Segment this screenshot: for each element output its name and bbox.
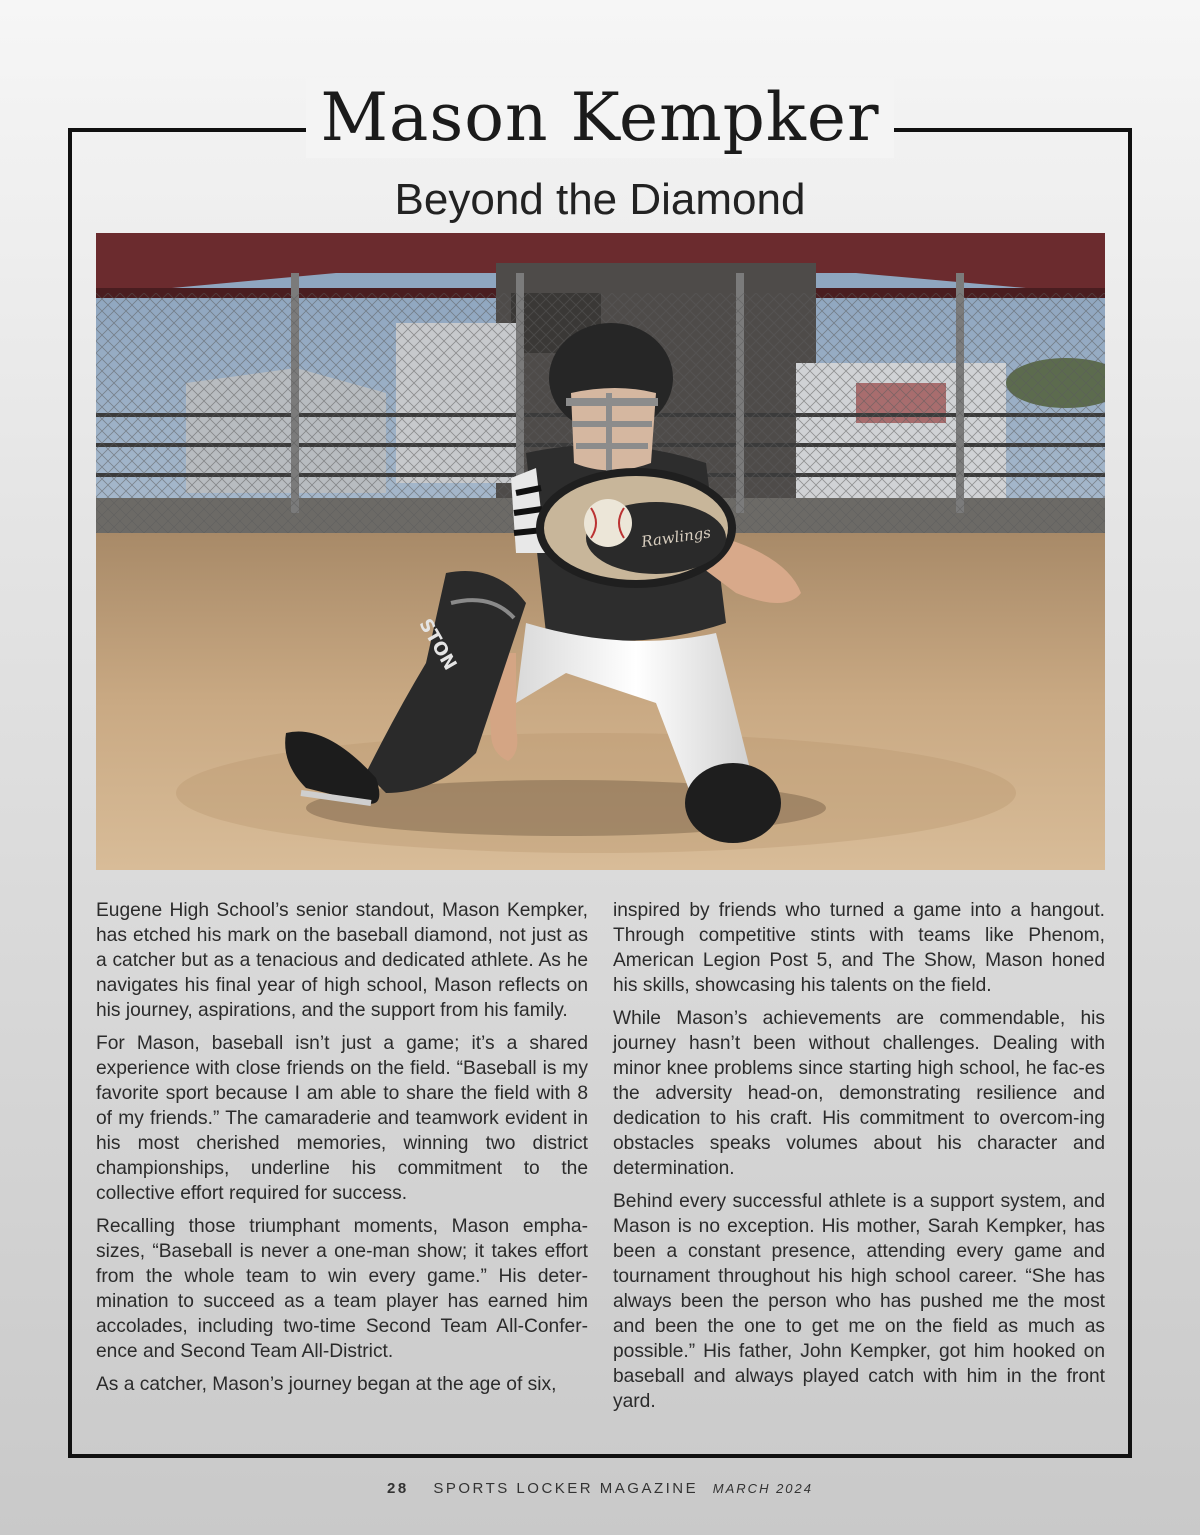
issue-date: MARCH 2024 [712,1481,813,1496]
article-paragraph: Recalling those triumphant moments, Mason empha-sizes, “Baseball is never a one-man show; it takes effort from the whole team to win every game.” His deter-mination to succeed as a team player has earned him accolades, including two-time Second Team All-Confer-ence and Second Team All-District. [96,1216,588,1362]
title-wrapper [0,78,1200,158]
page-footer [0,1480,1200,1497]
page-number: 28 [387,1480,409,1497]
page-subtitle: Beyond the Diamond [394,175,806,224]
leg-guard-text: STON [414,615,461,674]
article-paragraph: Behind every successful athlete is a support system, and Mason is no exception. His mother, Sarah Kempker, has been a constant presence, attending every game and tournament throughout his high school career. “She has always been the person who has pushed me the most and been the one to get me on the field as much as possible.” His father, John Kempker, got him hooked on baseball and always played catch with him in the front yard. [613,1191,1105,1412]
article-paragraph: For Mason, baseball isn’t just a game; it’s a shared experience with close friends on the field. “Baseball is my favorite sport because I am able to share the field with 8 of my friends.” The camaraderie and teamwork evident in his most cherished memories, winning two district championships, underline his commitment to the collective effort required for success. [96,1033,588,1204]
article-paragraph: While Mason’s achievements are commendable, his journey hasn’t been without challenges. Dealing with minor knee problems since starting high school, he fac-es the adversity head-on, demonstrating resilience and dedication to his craft. His commitment to overcom-ing obstacles speaks volumes about his character and determination. [613,1008,1105,1179]
article-paragraph: Eugene High School’s senior standout, Mason Kempker, has etched his mark on the baseball diamond, not just as a catcher but as a tenacious and dedicated athlete. As he navigates his final year of high school, Mason reflects on his journey, aspirations, and the support from his family. [96,900,588,1021]
magazine-name: SPORTS LOCKER MAGAZINE [433,1480,699,1497]
article-right-column [613,898,1105,1438]
article-left-column [96,898,588,1438]
article-body [96,898,1105,1438]
page-title: Mason Kempker [306,78,893,158]
glove-brand-text: Rawlings [640,523,712,551]
catcher-photo [96,233,1105,870]
article-paragraph: inspired by friends who turned a game into a hangout. Through competitive stints with teams like Phenom, American Legion Post 5, and The Show, Mason honed his skills, showcasing his talents on the field. [613,900,1105,996]
article-paragraph: As a catcher, Mason’s journey began at the age of six, [96,1374,557,1395]
catcher-photo-illustration [96,233,1105,870]
